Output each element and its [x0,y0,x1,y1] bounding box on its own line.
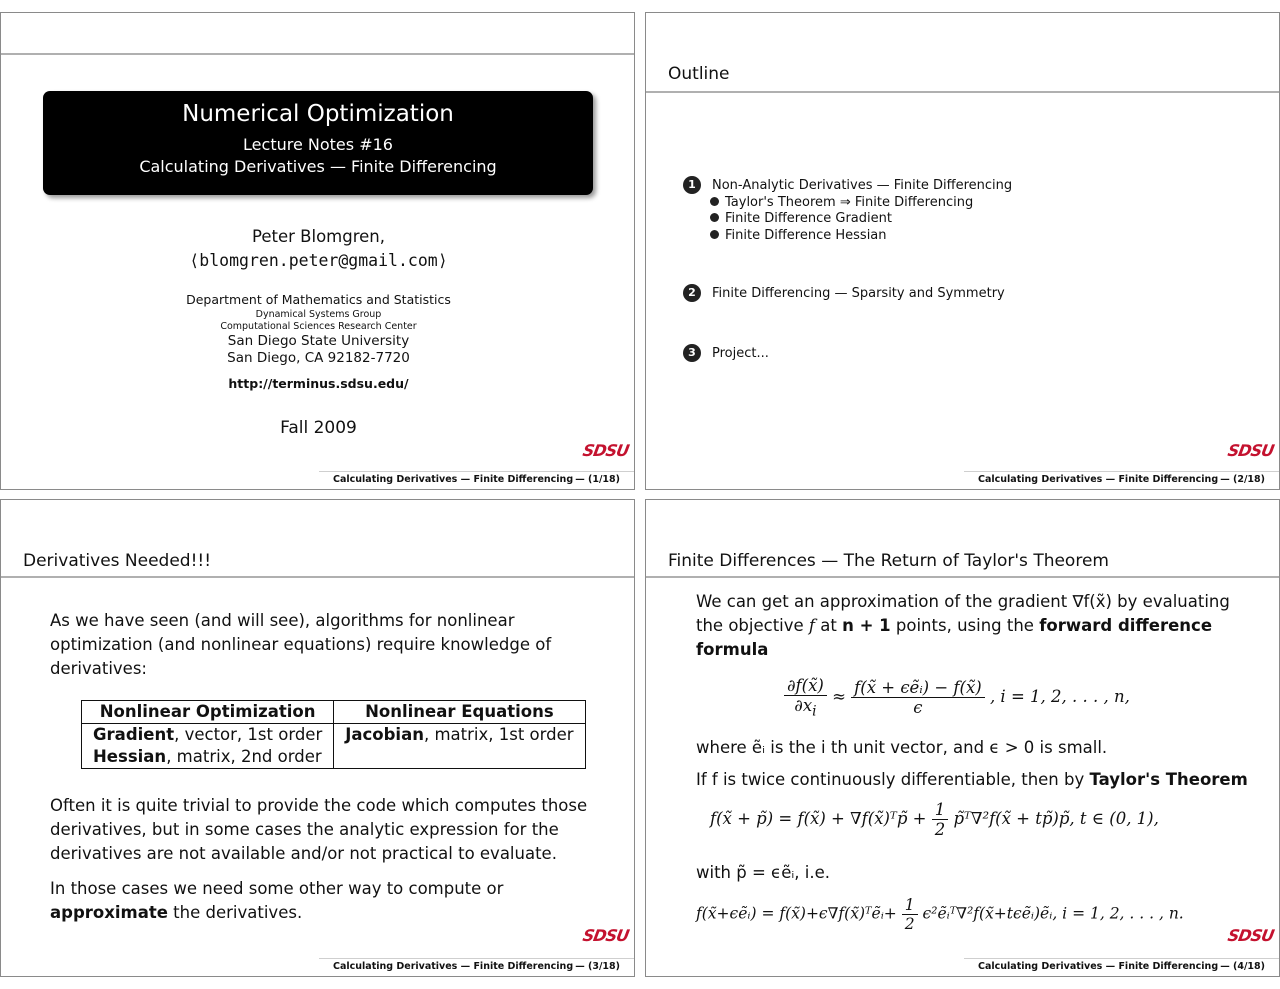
slide-footer [964,471,1279,487]
footer-title: Calculating Derivatives — Finite Differencing [333,961,574,972]
slide-header-bar [1,13,634,55]
slide-finite-differences [645,499,1280,977]
gradient-intro: We can get an approximation of the gradient ∇f(x̃) by evaluating the objective f at n + 1 points, using the forward difference formula [696,592,1230,659]
author-email[interactable]: ⟨blomgren.peter@gmail.com⟩ [189,251,448,270]
taylor-unit-vector-equation: f(x̃+ϵẽᵢ) = f(x̃)+ϵ∇f(x̃)ᵀẽᵢ+ $\frac{1}{2}$ ϵ²ẽᵢᵀ∇²f(x̃+tϵẽᵢ)ẽᵢ, i = 1, 2, . . . , n. [696,896,1184,933]
slide-title [0,12,635,490]
section-number-1: 1 [683,176,701,194]
forward-difference-equation: $\frac{\partial f(x̃)}{\partial x_i}$ ≈ $\frac{\text{f(x̃ + ϵẽᵢ) − f(x̃)}}{\epsilon}$ , i = 1, 2, . . . , n, [784,676,1130,719]
bullet-icon [710,230,719,239]
unit-vector-note: where ẽᵢ is the i th unit vector, and ϵ > 0 is small. [696,738,1108,757]
slide-outline [645,12,1280,490]
research-group-1: Dynamical Systems Group [255,309,382,320]
taylor-intro: If f is twice continuously differentiable, then by Taylor's Theorem [696,770,1248,789]
title-rule [646,91,1279,93]
slide-footer [319,471,634,487]
bullet-icon [710,213,719,222]
outline-section-3[interactable]: Project... [712,346,769,361]
paragraph-approximate: In those cases we need some other way to compute or approximate the derivatives. [50,879,504,922]
table-cell [334,746,585,769]
page-number: — (3/18) [575,961,620,972]
author-name: Peter Blomgren, [252,227,385,246]
university: San Diego State University [227,333,410,349]
research-group-2: Computational Sciences Research Center [220,321,417,332]
intro-paragraph: As we have seen (and will see), algorithms for nonlinear optimization (and nonlinear equations) require knowledge of derivatives: [50,611,552,678]
outline-section-1[interactable]: Non-Analytic Derivatives — Finite Differencing [712,178,1013,193]
table-cell: Jacobian, matrix, 1st order [334,724,585,747]
outline-subitem[interactable]: Taylor's Theorem ⇒ Finite Differencing [710,195,973,210]
bullet-icon [710,197,719,206]
taylor-expansion-equation: f(x̃ + p̃) = f(x̃) + ∇f(x̃)ᵀp̃ + $\frac{1}{2}$ p̃ᵀ∇²f(x̃ + tp̃)p̃, t ∈ (0, 1), [710,800,1159,839]
sdsu-logo: SDSU [580,926,630,945]
footer-title: Calculating Derivatives — Finite Differencing [978,474,1219,485]
page-number: — (2/18) [1220,474,1265,485]
department: Department of Mathematics and Statistics [186,292,451,307]
title-rule [646,576,1279,578]
outline-subitem[interactable]: Finite Difference Hessian [710,228,887,243]
section-number-3: 3 [683,344,701,362]
derivatives-table [81,700,586,769]
outline-subitem[interactable]: Finite Difference Gradient [710,211,892,226]
footer-title: Calculating Derivatives — Finite Differencing [333,474,574,485]
outline-section-2[interactable]: Finite Differencing — Sparsity and Symmetry [712,286,1005,301]
section-number-2: 2 [683,284,701,302]
frame-title: Derivatives Needed!!! [23,551,212,571]
lecture-number: Lecture Notes #16 [243,135,393,154]
slide-footer [319,958,634,974]
table-header: Nonlinear Equations [334,701,585,724]
footer-title: Calculating Derivatives — Finite Differencing [978,961,1219,972]
address: San Diego, CA 92182-7720 [227,350,410,366]
sdsu-logo: SDSU [580,441,630,460]
table-cell: Gradient, vector, 1st order [82,724,334,747]
sdsu-logo: SDSU [1225,441,1275,460]
lecture-subtitle: Calculating Derivatives — Finite Differencing [139,157,497,176]
sdsu-logo: SDSU [1225,926,1275,945]
table-cell: Hessian, matrix, 2nd order [82,746,334,769]
paragraph-trivial: Often it is quite trivial to provide the code which computes those derivatives, but in some cases the analytic expression for the derivatives are not available and/or not practical to evaluate. [50,796,588,863]
page-number: — (1/18) [575,474,620,485]
term-date: Fall 2009 [280,418,357,438]
slide-derivatives-needed [0,499,635,977]
title-box [43,91,593,195]
lecture-title: Numerical Optimization [182,101,454,127]
page-number: — (4/18) [1220,961,1265,972]
table-header: Nonlinear Optimization [82,701,334,724]
title-rule [1,576,634,578]
website-link[interactable]: http://terminus.sdsu.edu/ [228,376,409,391]
frame-title: Finite Differences — The Return of Taylor's Theorem [668,551,1109,571]
slide-footer [964,958,1279,974]
substitution-note: with p̃ = ϵẽᵢ, i.e. [696,863,831,882]
frame-title: Outline [668,64,730,84]
